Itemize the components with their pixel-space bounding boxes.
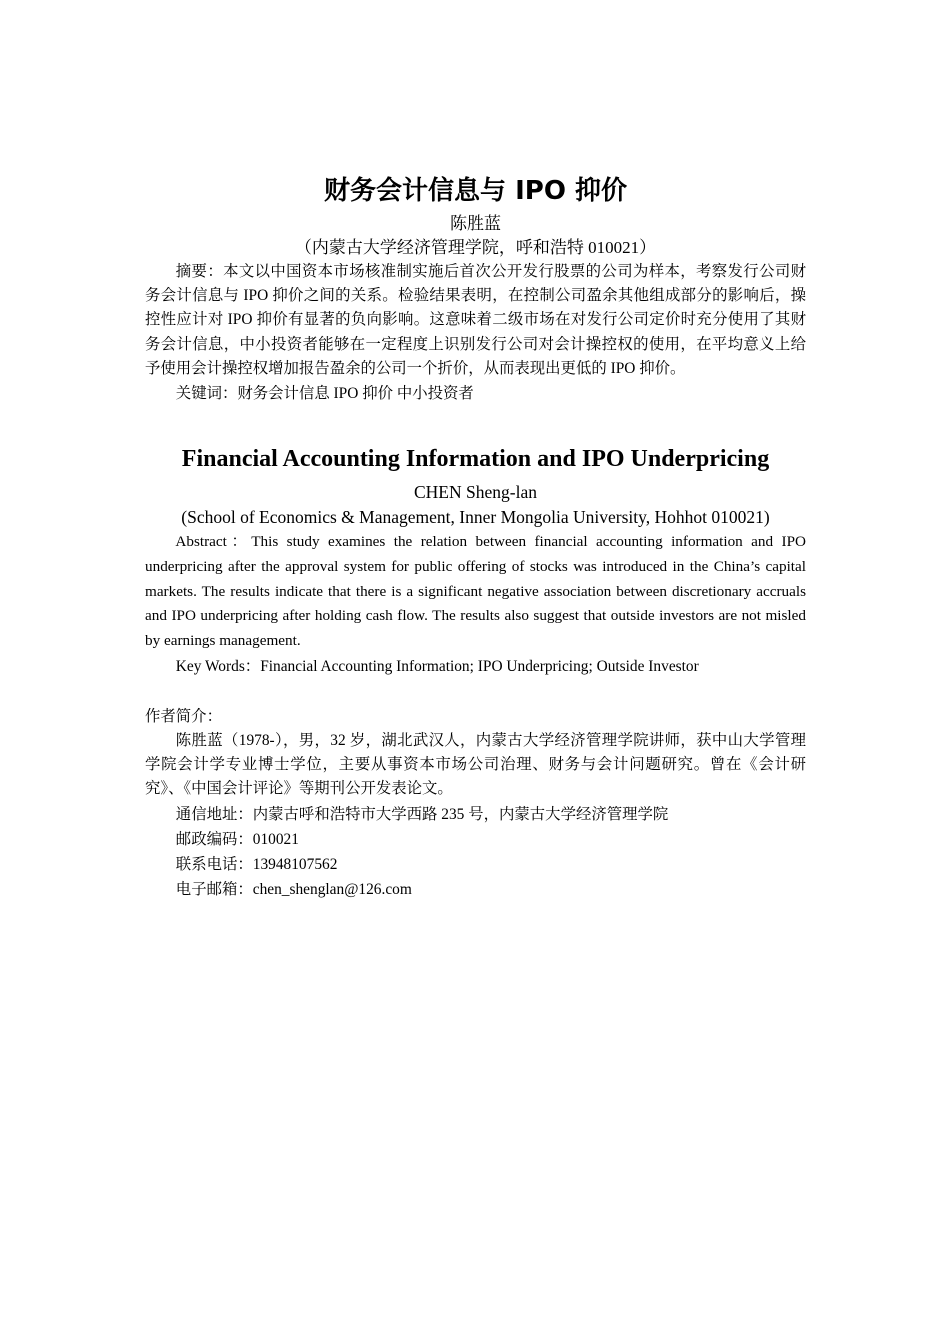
contact-email: 电子邮箱：chen_shenglan@126.com xyxy=(175,880,412,898)
contact-postcode: 邮政编码：010021 xyxy=(175,830,299,848)
paper-page xyxy=(145,170,806,902)
author-bio-text: 陈胜蓝（1978-），男，32 岁，湖北武汉人，内蒙古大学经济管理学院讲师，获中山大学管理学院会计学专业博士学位，主要从事资本市场公司治理、财务与会计问题研究。曾在《会计研究》、《中国会计评论》等期刊公开发表论文。 xyxy=(145,732,806,798)
author-bio-heading: 作者简介： xyxy=(145,708,222,725)
english-author: CHEN Sheng-lan xyxy=(414,482,537,503)
english-abstract: Abstract：This study examines the relation between financial accounting information and IPO underpricing after the approval system for public offering of stocks was introduced in the China’s capital markets. The results indicate that there is a significant negative association between discretionary accruals and IPO underpricing after holding cash flow. The results also suggest that outside investors are not misled by earnings management. xyxy=(145,533,806,650)
contact-address: 通信地址：内蒙古呼和浩特市大学西路 235 号，内蒙古大学经济管理学院 xyxy=(175,805,669,823)
english-title: Financial Accounting Information and IPO Underpricing xyxy=(181,446,770,473)
chinese-keywords: 关键词：财务会计信息 IPO 抑价 中小投资者 xyxy=(175,385,474,403)
chinese-abstract: 摘要：本文以中国资本市场核准制实施后首次公开发行股票的公司为样本，考察发行公司财务会计信息与 IPO 抑价之间的关系。检验结果表明，在控制公司盈余其他组成部分的影响后，操控性应计对 IPO 抑价有显著的负向影响。这意味着二级市场在对发行公司定价时充分使用了其财务会计信息，中小投资者能够在一定程度上识别发行公司对会计操控权的使用，在平均意义上给予使用会计操控权增加报告盈余的公司一个折价，从而表现出更低的 IPO 抑价。 xyxy=(145,263,806,377)
contact-phone: 联系电话：13948107562 xyxy=(175,855,338,873)
chinese-title: 财务会计信息与 IPO 抑价 xyxy=(324,176,627,206)
chinese-author: 陈胜蓝 xyxy=(450,214,501,233)
english-affiliation: (School of Economics & Management, Inner Mongolia University, Hohhot 010021) xyxy=(181,507,770,528)
chinese-affiliation: （内蒙古大学经济管理学院，呼和浩特 010021） xyxy=(294,238,657,257)
english-keywords: Key Words：Financial Accounting Information; IPO Underpricing; Outside Investor xyxy=(175,658,699,675)
